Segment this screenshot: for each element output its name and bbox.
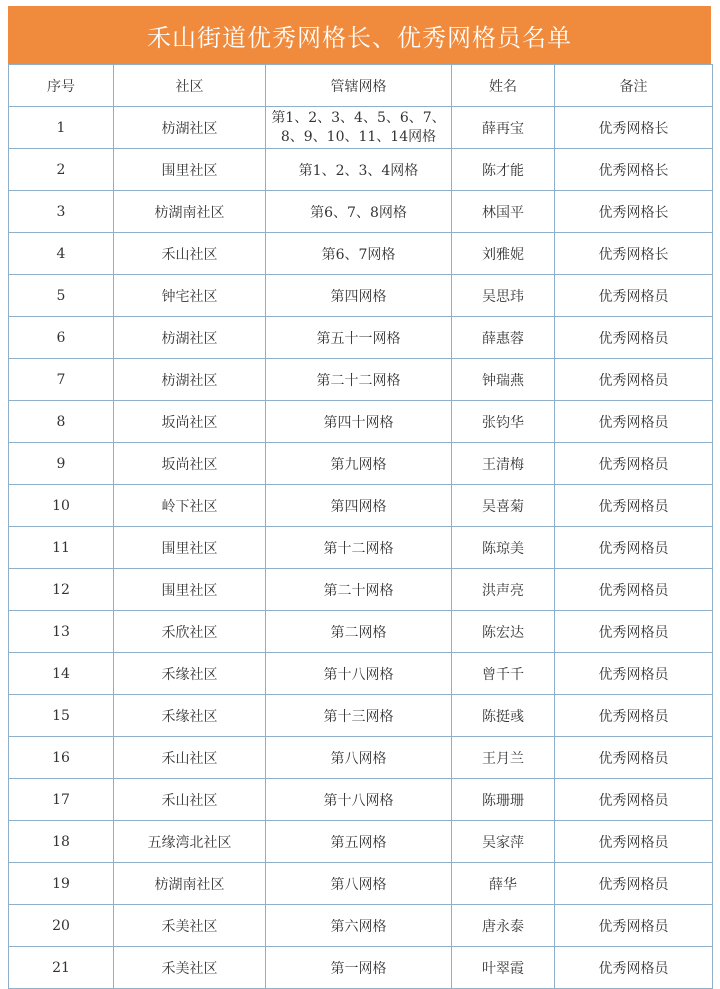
cell-remark: 优秀网格员 — [555, 527, 713, 569]
cell-name: 洪声亮 — [452, 569, 555, 611]
cell-community: 枋湖南社区 — [114, 191, 266, 233]
cell-remark: 优秀网格员 — [555, 443, 713, 485]
header-remark: 备注 — [555, 65, 713, 107]
cell-grid: 第十八网格 — [266, 653, 452, 695]
table-row — [9, 107, 713, 149]
cell-grid: 第十二网格 — [266, 527, 452, 569]
cell-name: 吴家萍 — [452, 821, 555, 863]
table-row — [9, 275, 713, 317]
roster-table — [8, 64, 713, 989]
cell-index: 18 — [9, 821, 114, 863]
cell-grid: 第八网格 — [266, 863, 452, 905]
cell-grid: 第四网格 — [266, 485, 452, 527]
table-row — [9, 905, 713, 947]
cell-remark: 优秀网格长 — [555, 191, 713, 233]
cell-community: 岭下社区 — [114, 485, 266, 527]
cell-grid: 第六网格 — [266, 905, 452, 947]
table-row — [9, 149, 713, 191]
cell-community: 钟宅社区 — [114, 275, 266, 317]
cell-grid: 第二十二网格 — [266, 359, 452, 401]
cell-name: 薛再宝 — [452, 107, 555, 149]
cell-community: 禾缘社区 — [114, 653, 266, 695]
cell-name: 唐永泰 — [452, 905, 555, 947]
header-name: 姓名 — [452, 65, 555, 107]
cell-community: 禾山社区 — [114, 737, 266, 779]
cell-index: 3 — [9, 191, 114, 233]
table-row — [9, 947, 713, 989]
cell-index: 14 — [9, 653, 114, 695]
table-row — [9, 443, 713, 485]
cell-index: 10 — [9, 485, 114, 527]
cell-index: 4 — [9, 233, 114, 275]
cell-remark: 优秀网格员 — [555, 611, 713, 653]
cell-community: 禾缘社区 — [114, 695, 266, 737]
cell-remark: 优秀网格员 — [555, 863, 713, 905]
table-row — [9, 779, 713, 821]
cell-community: 围里社区 — [114, 527, 266, 569]
cell-name: 张钧华 — [452, 401, 555, 443]
cell-name: 曾千千 — [452, 653, 555, 695]
table-row — [9, 863, 713, 905]
cell-name: 吴喜菊 — [452, 485, 555, 527]
cell-grid: 第八网格 — [266, 737, 452, 779]
table-row — [9, 527, 713, 569]
cell-name: 陈珊珊 — [452, 779, 555, 821]
cell-remark: 优秀网格长 — [555, 233, 713, 275]
cell-grid: 第五十一网格 — [266, 317, 452, 359]
cell-name: 王清梅 — [452, 443, 555, 485]
cell-index: 1 — [9, 107, 114, 149]
table-row — [9, 401, 713, 443]
cell-name: 林国平 — [452, 191, 555, 233]
cell-remark: 优秀网格员 — [555, 317, 713, 359]
cell-community: 枋湖社区 — [114, 359, 266, 401]
cell-grid: 第二网格 — [266, 611, 452, 653]
cell-remark: 优秀网格员 — [555, 905, 713, 947]
cell-community: 围里社区 — [114, 569, 266, 611]
cell-community: 五缘湾北社区 — [114, 821, 266, 863]
table-row — [9, 359, 713, 401]
cell-grid: 第1、2、3、4、5、6、7、8、9、10、11、14网格 — [266, 107, 452, 149]
cell-index: 5 — [9, 275, 114, 317]
cell-grid: 第四十网格 — [266, 401, 452, 443]
cell-grid: 第五网格 — [266, 821, 452, 863]
cell-grid: 第一网格 — [266, 947, 452, 989]
table-row — [9, 695, 713, 737]
cell-remark: 优秀网格员 — [555, 737, 713, 779]
cell-remark: 优秀网格员 — [555, 275, 713, 317]
page-title-text: 禾山街道优秀网格长、优秀网格员名单 — [147, 23, 572, 52]
cell-community: 坂尚社区 — [114, 401, 266, 443]
cell-community: 禾欣社区 — [114, 611, 266, 653]
cell-index: 8 — [9, 401, 114, 443]
cell-name: 陈才能 — [452, 149, 555, 191]
cell-name: 钟瑞燕 — [452, 359, 555, 401]
cell-index: 9 — [9, 443, 114, 485]
cell-community: 坂尚社区 — [114, 443, 266, 485]
header-grid: 管辖网格 — [266, 65, 452, 107]
cell-remark: 优秀网格员 — [555, 695, 713, 737]
table-row — [9, 611, 713, 653]
cell-index: 11 — [9, 527, 114, 569]
cell-index: 17 — [9, 779, 114, 821]
cell-remark: 优秀网格员 — [555, 401, 713, 443]
cell-index: 7 — [9, 359, 114, 401]
table-row — [9, 485, 713, 527]
cell-index: 20 — [9, 905, 114, 947]
cell-grid: 第四网格 — [266, 275, 452, 317]
cell-community: 枋湖社区 — [114, 107, 266, 149]
cell-community: 禾山社区 — [114, 233, 266, 275]
cell-grid: 第二十网格 — [266, 569, 452, 611]
cell-index: 12 — [9, 569, 114, 611]
cell-grid: 第九网格 — [266, 443, 452, 485]
table-header-row — [9, 65, 713, 107]
cell-name: 薛华 — [452, 863, 555, 905]
table-row — [9, 317, 713, 359]
cell-grid: 第十三网格 — [266, 695, 452, 737]
cell-index: 19 — [9, 863, 114, 905]
cell-remark: 优秀网格长 — [555, 107, 713, 149]
cell-name: 陈琼美 — [452, 527, 555, 569]
cell-name: 王月兰 — [452, 737, 555, 779]
cell-community: 禾美社区 — [114, 905, 266, 947]
cell-remark: 优秀网格长 — [555, 149, 713, 191]
cell-community: 禾山社区 — [114, 779, 266, 821]
cell-name: 薛惠蓉 — [452, 317, 555, 359]
cell-community: 枋湖南社区 — [114, 863, 266, 905]
table-row — [9, 191, 713, 233]
cell-name: 陈挺彧 — [452, 695, 555, 737]
table-row — [9, 737, 713, 779]
header-community: 社区 — [114, 65, 266, 107]
cell-remark: 优秀网格员 — [555, 569, 713, 611]
cell-grid: 第6、7网格 — [266, 233, 452, 275]
cell-grid: 第6、7、8网格 — [266, 191, 452, 233]
cell-remark: 优秀网格员 — [555, 779, 713, 821]
cell-index: 16 — [9, 737, 114, 779]
cell-community: 枋湖社区 — [114, 317, 266, 359]
cell-grid: 第十八网格 — [266, 779, 452, 821]
cell-community: 围里社区 — [114, 149, 266, 191]
cell-remark: 优秀网格员 — [555, 485, 713, 527]
table-row — [9, 569, 713, 611]
table-body — [9, 107, 713, 989]
cell-grid: 第1、2、3、4网格 — [266, 149, 452, 191]
cell-name: 叶翠霞 — [452, 947, 555, 989]
cell-remark: 优秀网格员 — [555, 947, 713, 989]
table-row — [9, 821, 713, 863]
page-title — [8, 6, 711, 64]
cell-remark: 优秀网格员 — [555, 821, 713, 863]
header-index: 序号 — [9, 65, 114, 107]
cell-name: 吴思玮 — [452, 275, 555, 317]
cell-index: 2 — [9, 149, 114, 191]
cell-name: 刘雅妮 — [452, 233, 555, 275]
cell-remark: 优秀网格员 — [555, 359, 713, 401]
cell-community: 禾美社区 — [114, 947, 266, 989]
table-row — [9, 653, 713, 695]
cell-index: 21 — [9, 947, 114, 989]
cell-index: 6 — [9, 317, 114, 359]
cell-remark: 优秀网格员 — [555, 653, 713, 695]
table-row — [9, 233, 713, 275]
cell-index: 13 — [9, 611, 114, 653]
cell-name: 陈宏达 — [452, 611, 555, 653]
cell-index: 15 — [9, 695, 114, 737]
